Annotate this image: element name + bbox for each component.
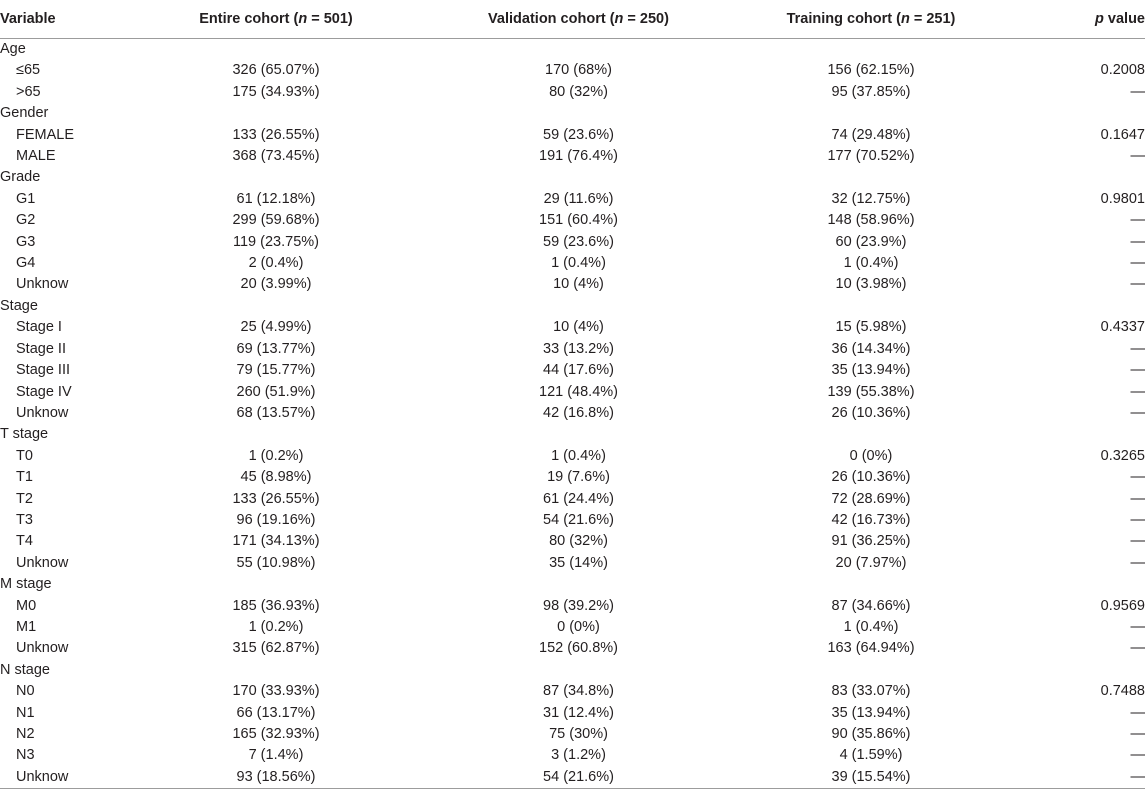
- entire-cohort-cell: 45 (8.98%): [240, 469, 312, 486]
- validation-cohort-cell: 80 (32%): [549, 83, 608, 100]
- variable-cell: Unknow: [0, 767, 112, 789]
- entire-cohort-cell: 171 (34.13%): [232, 533, 320, 550]
- p-value-cell: —: [1130, 618, 1145, 635]
- table-row: [0, 446, 1145, 467]
- table-row: [0, 210, 1145, 231]
- table-row: [0, 510, 1145, 531]
- training-cohort-cell: 20 (7.97%): [835, 554, 907, 571]
- entire-cohort-cell: 69 (13.77%): [236, 340, 316, 357]
- entire-cohort-cell: 119 (23.75%): [233, 233, 319, 250]
- training-cohort-cell: 83 (33.07%): [831, 683, 911, 700]
- group-label: T stage: [0, 426, 49, 443]
- table-row: [0, 724, 1145, 745]
- entire-cohort-cell: 55 (10.98%): [236, 554, 316, 571]
- variable-cell: Unknow: [16, 554, 69, 571]
- group-row: [0, 296, 1145, 317]
- variable-cell: G3: [16, 233, 36, 250]
- validation-cohort-cell: 29 (11.6%): [543, 190, 614, 207]
- table-row: [0, 531, 1145, 552]
- table-row: [0, 125, 1145, 146]
- training-cohort-cell: 1 (0.4%): [843, 255, 899, 272]
- header-validation-cohort: Validation cohort (n = 250): [440, 0, 717, 39]
- p-value-cell: 0.7488: [1100, 683, 1145, 700]
- variable-cell: T0: [16, 447, 33, 464]
- entire-cohort-cell: 260 (51.9%): [236, 383, 316, 400]
- training-cohort-cell: 26 (10.36%): [831, 404, 911, 421]
- group-label: Gender: [0, 105, 49, 122]
- table-row: [0, 467, 1145, 488]
- p-value-cell: 0.9801: [1100, 190, 1145, 207]
- training-cohort-cell: 87 (34.66%): [831, 597, 911, 614]
- training-cohort-cell: 35 (13.94%): [831, 362, 911, 379]
- variable-cell: G4: [16, 255, 36, 272]
- entire-cohort-cell: 96 (19.16%): [236, 511, 316, 528]
- table-row: [0, 681, 1145, 702]
- p-value-cell: —: [1130, 554, 1145, 571]
- validation-cohort-cell: 10 (4%): [553, 276, 604, 293]
- table-row: [0, 489, 1145, 510]
- validation-cohort-cell: 44 (17.6%): [543, 362, 614, 379]
- validation-cohort-cell: 19 (7.6%): [547, 469, 610, 486]
- variable-cell: N1: [16, 704, 35, 721]
- training-cohort-cell: 10 (3.98%): [835, 276, 907, 293]
- validation-cohort-cell: 170 (68%): [545, 62, 612, 79]
- variable-cell: MALE: [16, 148, 56, 165]
- table-row: [0, 553, 1145, 574]
- variable-cell: >65: [16, 83, 41, 100]
- table-row: [0, 339, 1145, 360]
- training-cohort-cell: 90 (35.86%): [831, 726, 911, 742]
- variable-cell: M0: [16, 597, 37, 614]
- entire-cohort-cell: 1 (0.2%): [248, 618, 304, 635]
- training-cohort-cell: 36 (14.34%): [831, 340, 911, 357]
- variable-cell: T2: [16, 490, 33, 507]
- entire-cohort-cell: 315 (62.87%): [232, 640, 320, 657]
- table-row: [0, 189, 1145, 210]
- entire-cohort-cell: 2 (0.4%): [248, 255, 304, 272]
- p-value-cell: —: [1130, 255, 1145, 272]
- entire-cohort-cell: 133 (26.55%): [232, 490, 320, 507]
- table-row: [0, 767, 1145, 789]
- p-value-cell: —: [1130, 747, 1145, 764]
- variable-cell: Unknow: [16, 640, 69, 657]
- variable-cell: FEMALE: [16, 126, 75, 143]
- group-row: [0, 167, 1145, 188]
- p-value-cell: —: [1130, 383, 1145, 400]
- training-cohort-cell: 0 (0%): [849, 447, 893, 464]
- table-row: [0, 638, 1145, 659]
- training-cohort-cell: 26 (10.36%): [831, 469, 911, 486]
- variable-cell: G1: [16, 190, 36, 207]
- entire-cohort-cell: 165 (32.93%): [232, 726, 320, 742]
- validation-cohort-cell: 54 (21.6%): [440, 767, 717, 789]
- entire-cohort-cell: 20 (3.99%): [240, 276, 312, 293]
- entire-cohort-cell: 93 (18.56%): [112, 767, 440, 789]
- p-value-cell: —: [1130, 404, 1145, 421]
- group-label: Age: [0, 41, 26, 57]
- table-header-row: [0, 0, 1145, 39]
- variable-cell: Stage IV: [16, 383, 72, 400]
- variable-cell: Unknow: [16, 404, 69, 421]
- variable-cell: M1: [16, 618, 37, 635]
- training-cohort-cell: 91 (36.25%): [831, 533, 911, 550]
- variable-cell: T3: [16, 511, 33, 528]
- training-cohort-cell: 139 (55.38%): [827, 383, 915, 400]
- p-value-cell: —: [1130, 533, 1145, 550]
- training-cohort-cell: 15 (5.98%): [835, 319, 907, 336]
- p-value-cell: —: [1130, 340, 1145, 357]
- validation-cohort-cell: 191 (76.4%): [539, 148, 618, 165]
- entire-cohort-cell: 326 (65.07%): [232, 62, 320, 79]
- p-value-cell: 0.4337: [1100, 319, 1145, 336]
- training-cohort-cell: 1 (0.4%): [843, 618, 899, 635]
- table-row: [0, 317, 1145, 338]
- group-row: [0, 39, 1145, 61]
- entire-cohort-cell: 175 (34.93%): [232, 83, 320, 100]
- p-value-cell: 0.1647: [1100, 126, 1145, 143]
- training-cohort-cell: 95 (37.85%): [831, 83, 911, 100]
- training-cohort-cell: 156 (62.15%): [827, 62, 915, 79]
- p-value-cell: —: [1130, 640, 1145, 657]
- p-value-cell: —: [1130, 83, 1145, 100]
- header-training-cohort: Training cohort (n = 251): [717, 0, 1025, 39]
- entire-cohort-cell: 368 (73.45%): [232, 148, 320, 165]
- header-p-value: p value: [1025, 0, 1145, 39]
- training-cohort-cell: 42 (16.73%): [831, 511, 911, 528]
- table-row: [0, 253, 1145, 274]
- training-cohort-cell: 60 (23.9%): [835, 233, 907, 250]
- variable-cell: Stage III: [16, 362, 71, 379]
- table-row: [0, 60, 1145, 81]
- table-row: [0, 382, 1145, 403]
- p-value-cell: —: [1130, 511, 1145, 528]
- validation-cohort-cell: 87 (34.8%): [543, 683, 614, 700]
- table-row: [0, 232, 1145, 253]
- training-cohort-cell: 74 (29.48%): [831, 126, 911, 143]
- entire-cohort-cell: 170 (33.93%): [232, 683, 320, 700]
- validation-cohort-cell: 121 (48.4%): [539, 383, 618, 400]
- table-row: [0, 596, 1145, 617]
- validation-cohort-cell: 61 (24.4%): [543, 490, 614, 507]
- training-cohort-cell: 72 (28.69%): [831, 490, 911, 507]
- p-value-cell: 0.9569: [1100, 597, 1145, 614]
- validation-cohort-cell: 59 (23.6%): [543, 126, 614, 143]
- variable-cell: T1: [16, 469, 33, 486]
- group-label: Grade: [0, 169, 41, 186]
- validation-cohort-cell: 42 (16.8%): [543, 404, 614, 421]
- validation-cohort-cell: 54 (21.6%): [543, 511, 614, 528]
- validation-cohort-cell: 0 (0%): [557, 618, 600, 635]
- validation-cohort-cell: 35 (14%): [549, 554, 608, 571]
- group-row: [0, 103, 1145, 124]
- variable-cell: Stage I: [16, 319, 62, 336]
- validation-cohort-cell: 3 (1.2%): [551, 747, 606, 764]
- entire-cohort-cell: 61 (12.18%): [236, 190, 316, 207]
- p-value-cell: 0.2008: [1100, 62, 1145, 79]
- table-row: [0, 403, 1145, 424]
- entire-cohort-cell: 66 (13.17%): [236, 704, 316, 721]
- table-body: [0, 39, 1145, 789]
- training-cohort-cell: 177 (70.52%): [827, 148, 915, 165]
- p-value-cell: —: [1130, 490, 1145, 507]
- variable-cell: T4: [16, 533, 33, 550]
- variable-cell: N0: [16, 683, 35, 700]
- group-row: [0, 660, 1145, 681]
- group-label: N stage: [0, 661, 50, 678]
- p-value-cell: —: [1025, 767, 1145, 789]
- training-cohort-cell: 32 (12.75%): [831, 190, 911, 207]
- validation-cohort-cell: 98 (39.2%): [543, 597, 614, 614]
- p-value-cell: —: [1130, 148, 1145, 165]
- p-value-cell: —: [1130, 276, 1145, 293]
- entire-cohort-cell: 1 (0.2%): [248, 447, 304, 464]
- p-value-cell: —: [1130, 233, 1145, 250]
- variable-cell: N2: [16, 726, 35, 742]
- p-value-cell: —: [1130, 212, 1145, 229]
- variable-cell: Unknow: [16, 276, 69, 293]
- entire-cohort-cell: 68 (13.57%): [236, 404, 316, 421]
- validation-cohort-cell: 75 (30%): [549, 726, 608, 742]
- p-value-cell: —: [1130, 726, 1145, 742]
- table-row: [0, 617, 1145, 638]
- entire-cohort-cell: 7 (1.4%): [248, 747, 304, 764]
- entire-cohort-cell: 25 (4.99%): [240, 319, 312, 336]
- variable-cell: N3: [16, 747, 35, 764]
- table-row: [0, 274, 1145, 295]
- group-label: Stage: [0, 297, 38, 314]
- p-value-cell: 0.3265: [1100, 447, 1145, 464]
- entire-cohort-cell: 185 (36.93%): [232, 597, 320, 614]
- validation-cohort-cell: 59 (23.6%): [543, 233, 614, 250]
- table-row: [0, 82, 1145, 103]
- p-value-cell: —: [1130, 362, 1145, 379]
- training-cohort-cell: 39 (15.54%): [717, 767, 1025, 789]
- table-row: [0, 360, 1145, 381]
- group-row: [0, 424, 1145, 445]
- training-cohort-cell: 163 (64.94%): [827, 640, 915, 657]
- validation-cohort-cell: 1 (0.4%): [551, 447, 606, 464]
- variable-cell: G2: [16, 212, 36, 229]
- table-row: [0, 703, 1145, 724]
- header-entire-cohort: Entire cohort (n = 501): [112, 0, 440, 39]
- validation-cohort-cell: 10 (4%): [553, 319, 604, 336]
- p-value-cell: —: [1130, 704, 1145, 721]
- variable-cell: ≤65: [16, 62, 41, 79]
- validation-cohort-cell: 31 (12.4%): [543, 704, 614, 721]
- training-cohort-cell: 35 (13.94%): [831, 704, 911, 721]
- table-row: [0, 745, 1145, 766]
- validation-cohort-cell: 80 (32%): [549, 533, 608, 550]
- validation-cohort-cell: 152 (60.8%): [539, 640, 618, 657]
- training-cohort-cell: 148 (58.96%): [827, 212, 915, 229]
- p-value-cell: —: [1130, 469, 1145, 486]
- validation-cohort-cell: 1 (0.4%): [551, 255, 606, 272]
- header-variable: Variable: [0, 0, 112, 39]
- entire-cohort-cell: 299 (59.68%): [232, 212, 320, 229]
- validation-cohort-cell: 151 (60.4%): [539, 212, 618, 229]
- training-cohort-cell: 4 (1.59%): [839, 747, 903, 764]
- entire-cohort-cell: 133 (26.55%): [232, 126, 320, 143]
- group-row: [0, 574, 1145, 595]
- table-row: [0, 146, 1145, 167]
- entire-cohort-cell: 79 (15.77%): [236, 362, 316, 379]
- variable-cell: Stage II: [16, 340, 66, 357]
- validation-cohort-cell: 33 (13.2%): [543, 340, 614, 357]
- group-label: M stage: [0, 576, 52, 593]
